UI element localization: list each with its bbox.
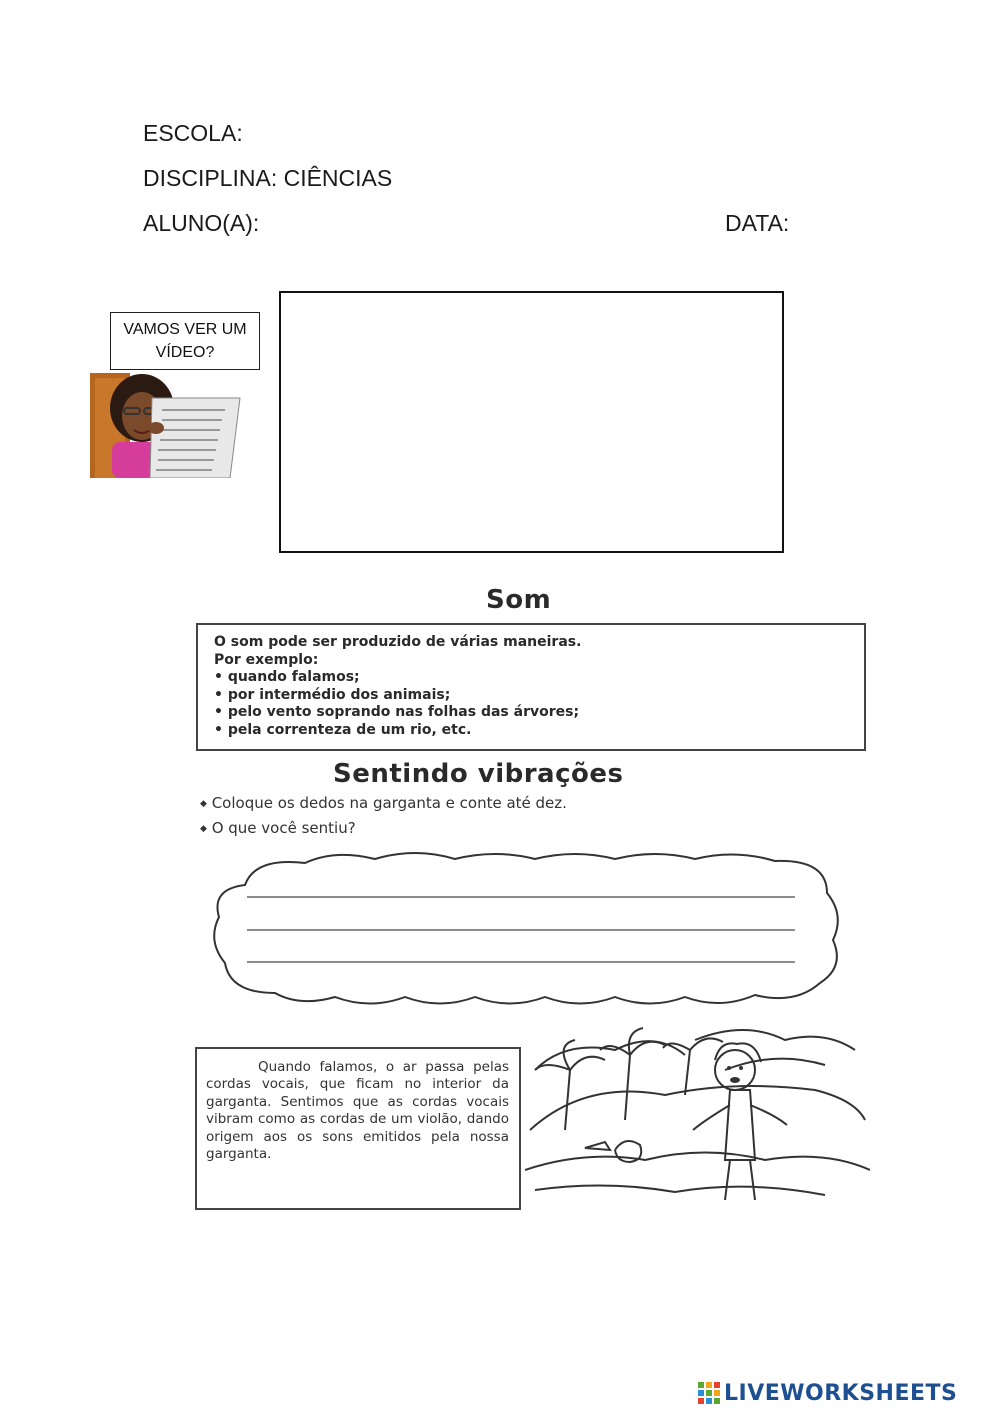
answer-lines[interactable] xyxy=(247,897,795,962)
school-label: ESCOLA: xyxy=(143,120,243,146)
instruction-1-text: Coloque os dedos na garganta e conte até dez. xyxy=(211,794,567,812)
video-frame[interactable] xyxy=(279,291,784,553)
liveworksheets-logo-icon xyxy=(698,1382,720,1404)
subject-label: DISCIPLINA: CIÊNCIAS xyxy=(143,165,393,191)
boy-singing-by-river-illustration xyxy=(525,1010,870,1220)
som-line: O som pode ser produzido de várias maneiras. xyxy=(214,634,582,650)
brand-text: LIVEWORKSHEETS xyxy=(724,1380,958,1406)
som-line: • pelo vento soprando nas folhas das árvores; xyxy=(214,704,580,720)
som-line: • quando falamos; xyxy=(214,669,360,685)
instruction-2-text: O que você sentiu? xyxy=(211,819,356,837)
som-line: Por exemplo: xyxy=(214,651,319,668)
video-speech-bubble xyxy=(110,312,260,370)
date-label: DATA: xyxy=(725,210,790,236)
instruction-1 xyxy=(200,794,567,812)
instruction-2 xyxy=(200,819,356,837)
bubble-line-2: VÍDEO? xyxy=(155,344,215,361)
diamond-bullet-icon: ◆ xyxy=(200,799,207,809)
som-line: • por intermédio dos animais; xyxy=(214,686,451,703)
diamond-bullet-icon: ◆ xyxy=(200,824,207,834)
answer-cloud xyxy=(205,845,845,1010)
som-line: • pela correnteza de um rio, etc. xyxy=(214,721,472,738)
student-label: ALUNO(A): xyxy=(143,210,260,236)
som-box xyxy=(196,623,866,751)
teacher-reading-newspaper-illustration xyxy=(90,368,250,478)
vibracoes-title: Sentindo vibrações xyxy=(333,759,624,789)
liveworksheets-brand xyxy=(698,1378,957,1408)
info-text: Quando falamos, o ar passa pelas cordas vocais, que ficam no interior da garganta. Sentimos que as cordas vocais vibram como as cordas de um violão, dando origem aos os sons emitidos pela nossa garganta. xyxy=(206,1059,509,1163)
vocal-cords-info-box xyxy=(195,1047,521,1210)
bubble-line-1: VAMOS VER UM xyxy=(123,321,247,338)
som-title: Som xyxy=(486,585,552,615)
